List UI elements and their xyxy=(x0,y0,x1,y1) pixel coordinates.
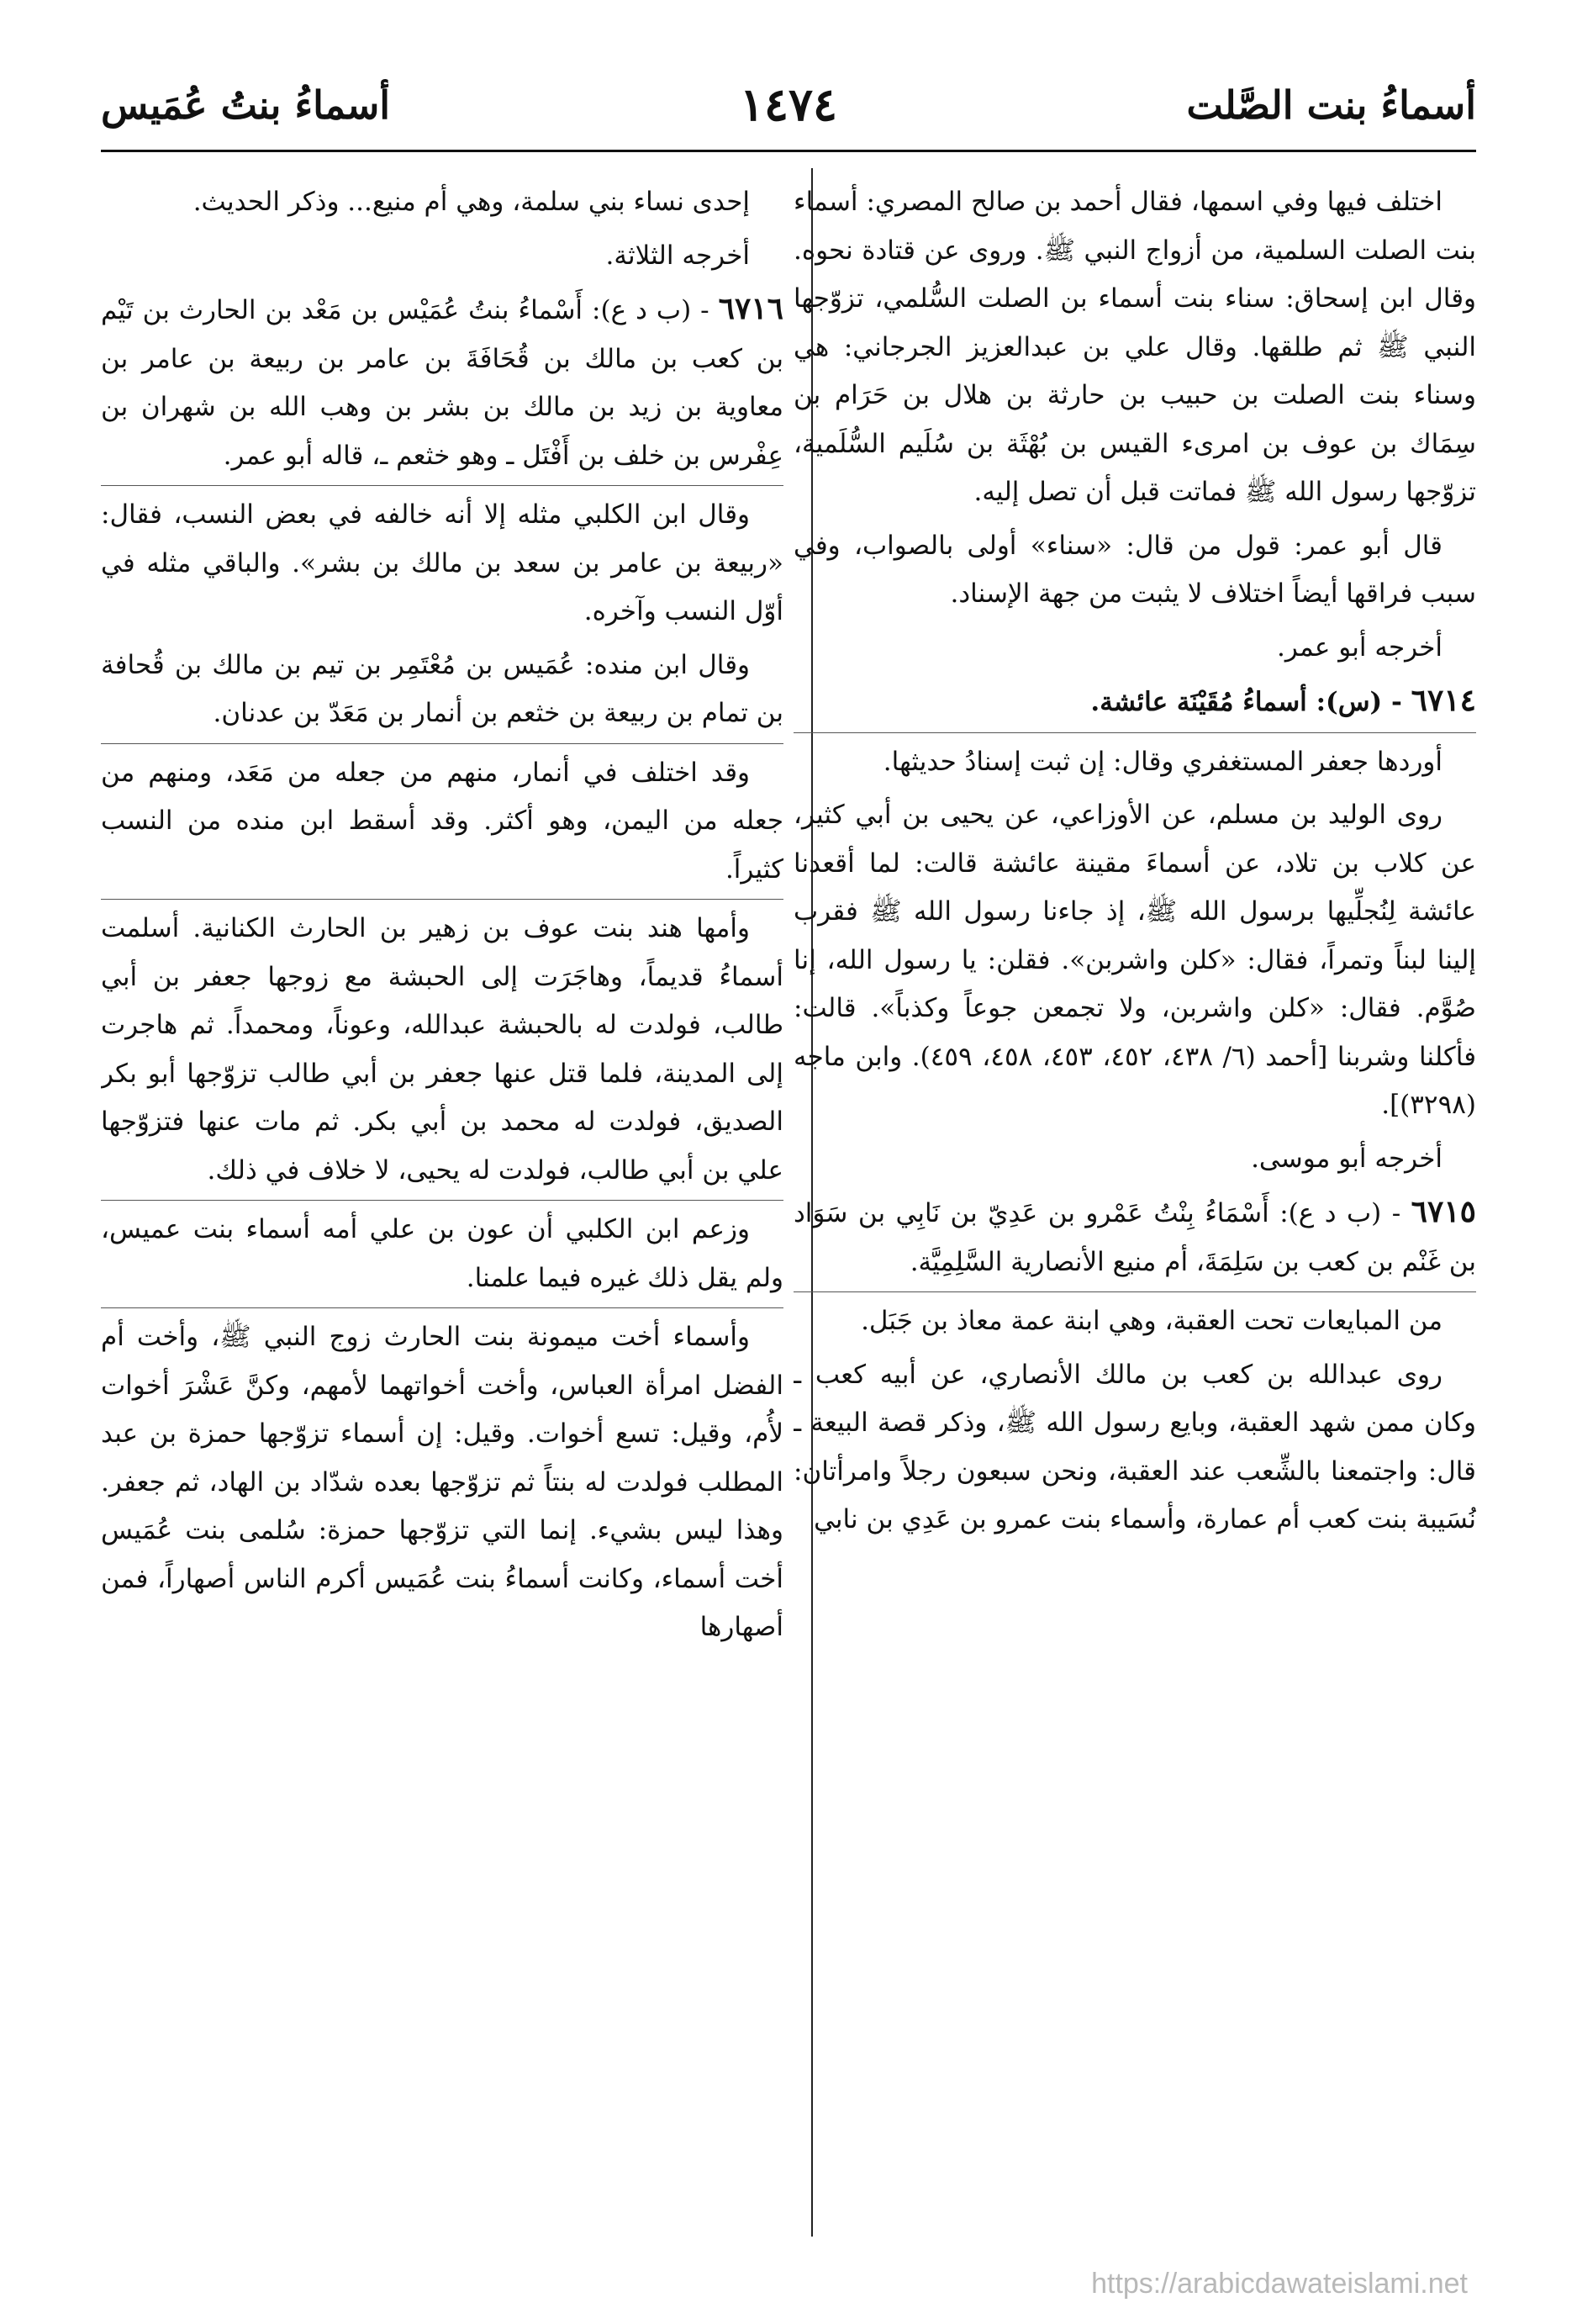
paragraph: قال أبو عمر: قول من قال: «سناء» أولى بالصواب، وفي سبب فراقها أيضاً اختلاف لا يثبت من جهة الإسناد. xyxy=(794,530,1476,609)
running-title-left: أسماءُ بنتُ عُمَيس xyxy=(101,82,391,128)
watermark-url: https://arabicdawateislami.net xyxy=(1091,2268,1468,2300)
paragraph: اختلف فيها وفي اسمها، فقال أحمد بن صالح المصري: أسماء بنت الصلت السلمية، من أزواج النبي ﷺ. وروى عن قتادة نحوه. وقال ابن إسحاق: سناء بنت أسماء بن الصلت السُّلمي، تزوّجها النبي ﷺ ثم طلقها. وقال علي بن عبدالعزيز الجرجاني: هي وسناء بنت الصلت بن حبيب بن حارثة بن هلال بن حَرَام بن سِمَاك بن عوف بن امرىء القيس بن بُهْثَة بن سُلَيم السُّلَمية، تزوّجها رسول الله ﷺ فماتت قبل أن تصل إليه. xyxy=(794,187,1476,507)
left-column xyxy=(101,178,783,2230)
entry-title: - (ب د ع): أَسْماءُ بنتُ عُمَيْس بن مَعْد بن الحارث بن تَيْم بن كعب بن مالك بن قُحَافَةَ بن عامر بن ربيعة بن عامر بن معاوية بن زيد بن مالك بن بشر بن وهب الله بن شهران بن عِفْرس بن خلف بن أَفْتَل ـ وهو خثعم ـ، قاله أبو عمر. xyxy=(101,295,783,471)
entry-number: ٦٧١٦ xyxy=(718,291,783,326)
entry-title: - (س): أسماءُ مُقَيْنَة عائشة. xyxy=(1090,687,1411,717)
entry-heading xyxy=(101,285,783,480)
page-number: ١٤٧٤ xyxy=(739,77,838,131)
entry-number: ٦٧١٥ xyxy=(1411,1194,1476,1229)
entry-heading xyxy=(794,1188,1476,1286)
entry-heading xyxy=(794,677,1476,727)
paragraph: وأمها هند بنت عوف بن زهير بن الحارث الكنانية. أسلمت أسماءُ قديماً، وهاجَرَت إلى الحبشة مع زوجها جعفر بن أبي طالب، فولدت له بالحبشة عبدالله، وعوناً، ومحمداً. ثم هاجرت إلى المدينة، فلما قتل عنها جعفر بن أبي طالب تزوّجها أبو بكر الصديق، فولدت له محمد بن أبي بكر. ثم مات عنها فتزوّجها علي بن أبي طالب، فولدت له يحيى، لا خلاف في ذلك. xyxy=(101,899,783,1195)
running-title-right: أسماءُ بنت الصَّلت xyxy=(1186,82,1476,128)
paragraph: وقال ابن منده: عُمَيس بن مُعْتَمِر بن تيم بن مالك بن قُحافة بن تمام بن ربيعة بن خثعم بن أنمار بن مَعَدّ بن عدنان. xyxy=(101,649,783,728)
paragraph: وقال ابن الكلبي مثله إلا أنه خالفه في بعض النسب، فقال: «ربيعة بن عامر بن سعد بن مالك بن بشر». والباقي مثله في أوّل النسب وآخره. xyxy=(101,485,783,636)
entry-number: ٦٧١٤ xyxy=(1411,683,1476,718)
paragraph: وقد اختلف في أنمار، منهم من جعله من مَعَد، ومنهم من جعله من اليمن، وهو أكثر. وقد أسقط ابن منده من النسب كثيراً. xyxy=(101,743,783,895)
paragraph: أخرجه الثلاثة. xyxy=(605,240,750,271)
paragraph: أخرجه أبو موسى. xyxy=(1251,1143,1443,1174)
paragraph: وزعم ابن الكلبي أن عون بن علي أمه أسماء بنت عميس، ولم يقل ذلك غيره فيما علمنا. xyxy=(101,1200,783,1302)
entry-title: - (ب د ع): أَسْمَاءُ بِنْتُ عَمْرو بن عَدِيّ بن نَابِي بن سَوَاد بن غَنْم بن كعب بن سَلِمَةَ، أم منيع الأنصارية السَّلِمِيَّة. xyxy=(794,1198,1476,1277)
paragraph: إحدى نساء بني سلمة، وهي أم منيع... وذكر الحديث. xyxy=(193,187,750,217)
paragraph: أوردها جعفر المستغفري وقال: إن ثبت إسنادُ حديثها. xyxy=(794,732,1476,787)
paragraph: من المبايعات تحت العقبة، وهي ابنة عمة معاذ بن جَبَل. xyxy=(794,1291,1476,1346)
page-header xyxy=(101,74,1476,152)
paragraph: أخرجه أبو عمر. xyxy=(1276,631,1443,663)
right-column xyxy=(794,178,1476,2230)
paragraph: روى عبدالله بن كعب بن مالك الأنصاري، عن أبيه كعب ـ وكان ممن شهد العقبة، وبايع رسول الله ﷺ، وذكر قصة البيعة ـ قال: واجتمعنا بالشِّعب عند العقبة، ونحن سبعون رجلاً وامرأتان: نُسَيبة بنت كعب أم عمارة، وأسماء بنت عمرو بن عَدِي بن نابي xyxy=(794,1359,1476,1534)
paragraph: وأسماء أخت ميمونة بنت الحارث زوج النبي ﷺ، وأخت أم الفضل امرأة العباس، وأخت أخواتهما لأمهم، وكنَّ عَشْرَ أخوات لأُم، وقيل: تسع أخوات. وقيل: إن أسماء تزوّجها حمزة بن عبد المطلب فولدت له بنتاً ثم تزوّجها بعده شدّاد بن الهاد، ثم جعفر. وهذا ليس بشيء. إنما التي تزوّجها حمزة: سُلمى بنت عُمَيس أخت أسماء، وكانت أسماءُ بنت عُمَيس أكرم الناس أصهاراً، فمن أصهارها xyxy=(101,1307,783,1652)
paragraph: روى الوليد بن مسلم، عن الأوزاعي، عن يحيى بن أبي كثير، عن كلاب بن تلاد، عن أسماءَ مقينة عائشة قالت: لما أقعدنا عائشة لِنُجلِّيها برسول الله ﷺ، إذ جاءنا رسول الله ﷺ فقرب إلينا لبناً وتمراً، فقال: «كلن واشربن». فقلن: يا رسول الله، إنا صُوَّم. فقال: «كلن واشربن، ولا تجمعن جوعاً وكذباً». قالت: فأكلنا وشربنا [أحمد (٦/ ٤٣٨، ٤٥٢، ٤٥٣، ٤٥٨، ٤٥٩). وابن ماجه (٣٢٩٨)]. xyxy=(794,800,1476,1120)
